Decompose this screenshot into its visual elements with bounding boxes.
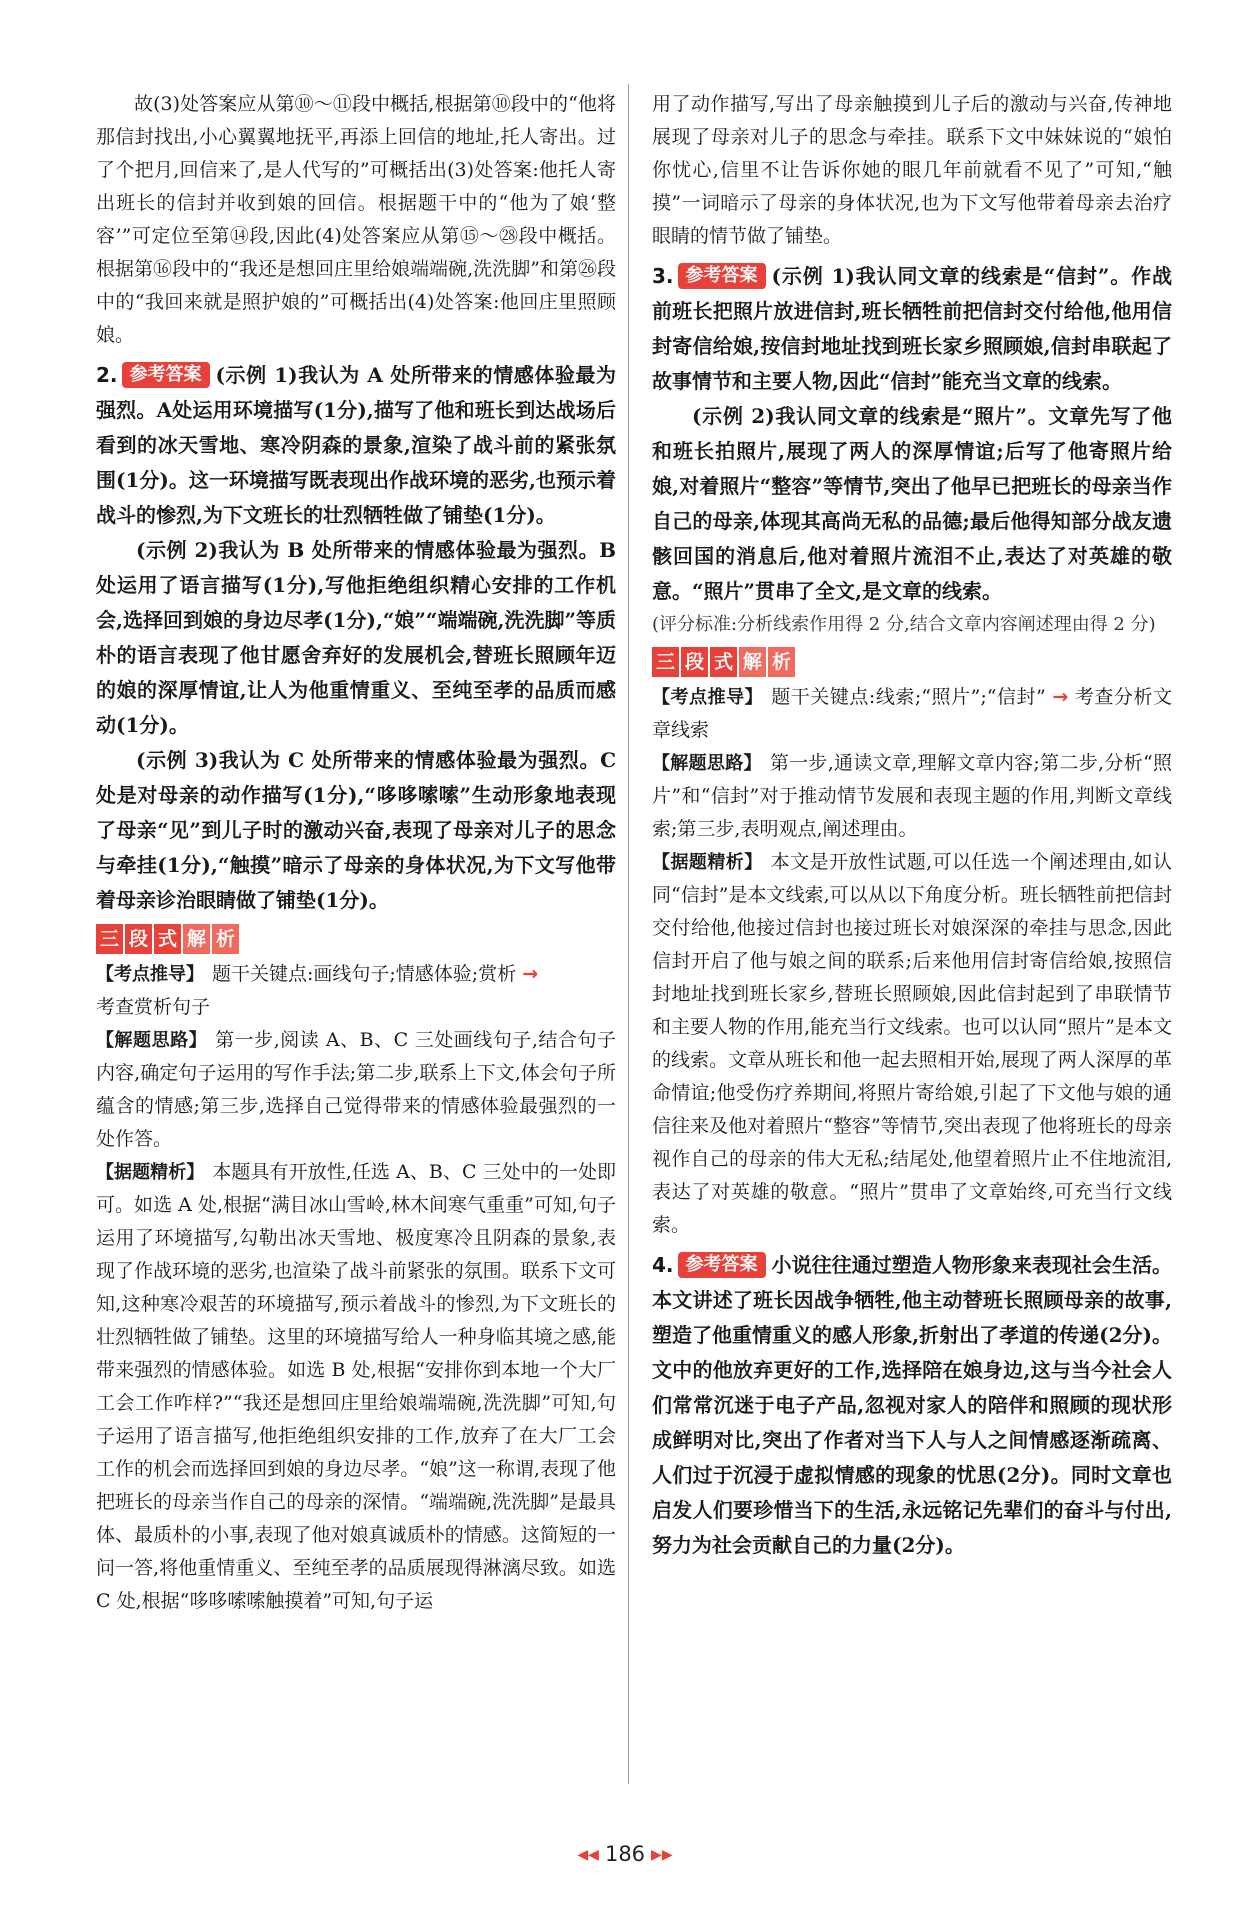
analysis-section-title <box>96 924 616 954</box>
page-footer <box>0 1842 1250 1866</box>
section-char: 析 <box>768 647 795 677</box>
right-column <box>652 88 1172 1563</box>
right-triangle-icon: ▶▶ <box>651 1847 673 1863</box>
section-char: 析 <box>212 924 239 954</box>
jingxi-text: 本文是开放性试题,可以任选一个阐述理由,如认同“信封”是本文线索,可以从以下角度分析。班长牺牲前把信封交付给他,他接过信封也接过班长对娘深深的牵挂与思念,因此信封开启了他与娘之间的联系;后来他用信封寄信给娘,按照信封地址找到班长家乡,替班长照顾娘,因此信封起到了串联情节和主要人物的作用,能充当行文线索。也可以认同“照片”是本文的线索。文章从班长和他一起去照相开始,展现了两人深厚的革命情谊;他受伤疗养期间,将照片寄给娘,引起了下文他与娘的通信往来及他对着照片“整容”等情节,突出表现了他将班长的母亲视作自己的母亲的伟大无私;结尾处,他望着照片止不住地流泪,表达了对英雄的敬意。“照片”贯串了文章始终,可充当行文线索。 <box>652 851 1172 1236</box>
column-divider <box>628 84 629 1784</box>
q4-answer <box>652 1248 1172 1563</box>
kaodian-text: 题干关键点:线索;“照片”;“信封” <box>771 686 1046 708</box>
q4-number: 4. <box>652 1253 674 1277</box>
page-number: 186 <box>604 1842 646 1866</box>
q3-number: 3. <box>652 264 674 288</box>
q2-answer-1-text: (示例 1)我认为 A 处所带来的情感体验最为强烈。A处运用环境描写(1分),描写了他和班长到达战场后看到的冰天雪地、寒冷阴森的景象,渲染了战斗前的紧张氛围(1分)。这一环境描写既表现出作战环境的恶劣,也预示着战斗的惨烈,为下文班长的壮烈牺牲做了铺垫(1分)。 <box>96 363 616 527</box>
section-char: 段 <box>125 924 152 954</box>
answer-badge: 参考答案 <box>678 1252 766 1278</box>
jingxi-label: 【据题精析】 <box>96 1162 205 1183</box>
left-para-1: 故(3)处答案应从第⑩～⑪段中概括,根据第⑩段中的“他将那信封找出,小心翼翼地抚平,再添上回信的地址,托人寄出。过了个把月,回信来了,是人代写的”可概括出(3)处答案:他托人寄出班长的信封并收到娘的回信。根据题干中的“他为了娘‘整容’”可定位至第⑭段,因此(4)处答案应从第⑮～㉘段中概括。根据第⑯段中的“我还是想回庄里给娘端端碗,洗洗脚”和第㉖段中的“我回来就是照护娘的”可概括出(4)处答案:他回庄里照顾娘。 <box>96 93 616 346</box>
section-char: 解 <box>183 924 210 954</box>
arrow-icon: → <box>1052 686 1069 708</box>
kaodian-para <box>96 958 616 1024</box>
q2-answer-1 <box>96 358 616 533</box>
q2-answer-3: (示例 3)我认为 C 处所带来的情感体验最为强烈。C处是对母亲的动作描写(1分),“哆哆嗦嗦”生动形象地表现了母亲“见”到儿子时的激动兴奋,表现了母亲对儿子的思念与牵挂(1分),“触摸”暗示了母亲的身体状况,为下文写他带着母亲诊治眼睛做了铺垫(1分)。 <box>96 748 616 912</box>
right-para-1: 用了动作描写,写出了母亲触摸到儿子后的激动与兴奋,传神地展现了母亲对儿子的思念与牵挂。联系下文中妹妹说的“娘怕你忧心,信里不让告诉你她的眼几年前就看不见了”可知,“触摸”一词暗示了母亲的身体状况,也为下文写他带着母亲去治疗眼睛的情节做了铺垫。 <box>652 93 1172 247</box>
left-triangle-icon: ◀◀ <box>577 1847 599 1863</box>
q3-scoring-note: (评分标准:分析线索作用得 2 分,结合文章内容阐述理由得 2 分) <box>652 614 1156 635</box>
section-char: 式 <box>710 647 737 677</box>
jieti-para <box>96 1024 616 1156</box>
q2-number: 2. <box>96 363 118 387</box>
kaodian-tail-pre: 考 <box>1074 686 1095 708</box>
jieti-para <box>652 747 1172 846</box>
kaodian-text: 题干关键点:画线句子;情感体验;赏析 <box>212 963 517 985</box>
section-char: 段 <box>681 647 708 677</box>
kaodian-label: 【考点推导】 <box>652 687 764 708</box>
q3-answer-2: (示例 2)我认同文章的线索是“照片”。文章先写了他和班长拍照片,展现了两人的深厚情谊;后写了他寄照片给娘,对着照片“整容”等情节,突出了他早已把班长的母亲当作自己的母亲,体现其高尚无私的品德;最后他得知部分战友遗骸回国的消息后,他对着照片流泪不止,表达了对英雄的敬意。“照片”贯串了全文,是文章的线索。 <box>652 404 1172 603</box>
kaodian-label: 【考点推导】 <box>96 964 204 985</box>
analysis-section-title <box>652 647 1172 677</box>
q4-answer-text: 小说往往通过塑造人物形象来表现社会生活。本文讲述了班长因战争牺牲,他主动替班长照顾母亲的故事,塑造了他重情重义的感人形象,折射出了孝道的传递(2分)。文中的他放弃更好的工作,选择陪在娘身边,这与当今社会人们常常沉迷于电子产品,忽视对家人的陪伴和照顾的现状形成鲜明对比,突出了作者对当下人与人之间情感逐渐疏离、人们过于沉浸于虚拟情感的现象的忧思(2分)。同时文章也启发人们要珍惜当下的生活,永远铭记先辈们的奋斗与付出,努力为社会贡献自己的力量(2分)。 <box>652 1253 1172 1557</box>
answer-badge: 参考答案 <box>122 362 210 388</box>
section-char: 三 <box>652 647 679 677</box>
section-char: 解 <box>739 647 766 677</box>
arrow-icon: → <box>522 963 539 985</box>
jingxi-label: 【据题精析】 <box>652 852 763 873</box>
jieti-text: 第一步,通读文章,理解文章内容;第二步,分析“照片”和“信封”对于推动情节发展和表现主题的作用,判断文章线索;第三步,表明观点,阐述理由。 <box>652 752 1172 840</box>
q3-answer-1 <box>652 259 1172 399</box>
jingxi-text: 本题具有开放性,任选 A、B、C 三处中的一处即可。如选 A 处,根据“满目冰山雪岭,林木间寒气重重”可知,句子运用了环境描写,勾勒出冰天雪地、极度寒冷且阴森的景象,表现了作战环境的恶劣,也渲染了战斗前紧张的氛围。联系下文可知,这种寒冷艰苦的环境描写,预示着战斗的惨烈,为下文班长的壮烈牺牲做了铺垫。这里的环境描写给人一种身临其境之感,能带来强烈的情感体验。如选 B 处,根据“安排你到本地一个大厂工会工作咋样?”“我还是想回庄里给娘端端碗,洗洗脚”可知,句子运用了语言描写,他拒绝组织安排的工作,放弃了在大厂工会工作的机会而选择回到娘的身边尽孝。“娘”这一称谓,表现了他把班长的母亲当作自己的母亲的深情。“端端碗,洗洗脚”是最具体、最质朴的小事,表现了他对娘真诚质朴的情感。这简短的一问一答,将他重情重义、至纯至孝的品质展现得淋漓尽致。如选 C 处,根据“哆哆嗦嗦触摸着”可知,句子运 <box>96 1161 617 1612</box>
section-char: 三 <box>96 924 123 954</box>
jingxi-para <box>652 846 1172 1242</box>
q2-answer-2: (示例 2)我认为 B 处所带来的情感体验最为强烈。B处运用了语言描写(1分),写他拒绝组织精心安排的工作机会,选择回到娘的身边尽孝(1分),“娘”“端端碗,洗洗脚”等质朴的语言表现了他甘愿舍弃好的发展机会,替班长照顾年迈的娘的深厚情谊,让人为他重情重义、至纯至孝的品质而感动(1分)。 <box>96 538 616 737</box>
jieti-text: 第一步,阅读 A、B、C 三处画线句子,结合句子内容,确定句子运用的写作手法;第二步,联系上下文,体会句子所蕴含的情感;第三步,选择自己觉得带来的情感体验最强烈的一处作答。 <box>96 1029 616 1150</box>
kaodian-tail: 查分析文章线索 <box>652 686 1172 741</box>
section-char: 式 <box>154 924 181 954</box>
jieti-label: 【解题思路】 <box>652 753 762 774</box>
kaodian-para <box>652 681 1172 747</box>
jingxi-para <box>96 1156 616 1618</box>
answer-badge: 参考答案 <box>678 263 766 289</box>
left-column <box>96 88 616 1618</box>
jieti-label: 【解题思路】 <box>96 1030 208 1051</box>
kaodian-tail: 考查赏析句子 <box>96 996 211 1018</box>
q3-answer-1-text: (示例 1)我认同文章的线索是“信封”。作战前班长把照片放进信封,班长牺牲前把信封交付给他,他用信封寄信给娘,按信封地址找到班长家乡照顾娘,信封串联起了故事情节和主要人物,因此“信封”能充当文章的线索。 <box>652 264 1172 393</box>
